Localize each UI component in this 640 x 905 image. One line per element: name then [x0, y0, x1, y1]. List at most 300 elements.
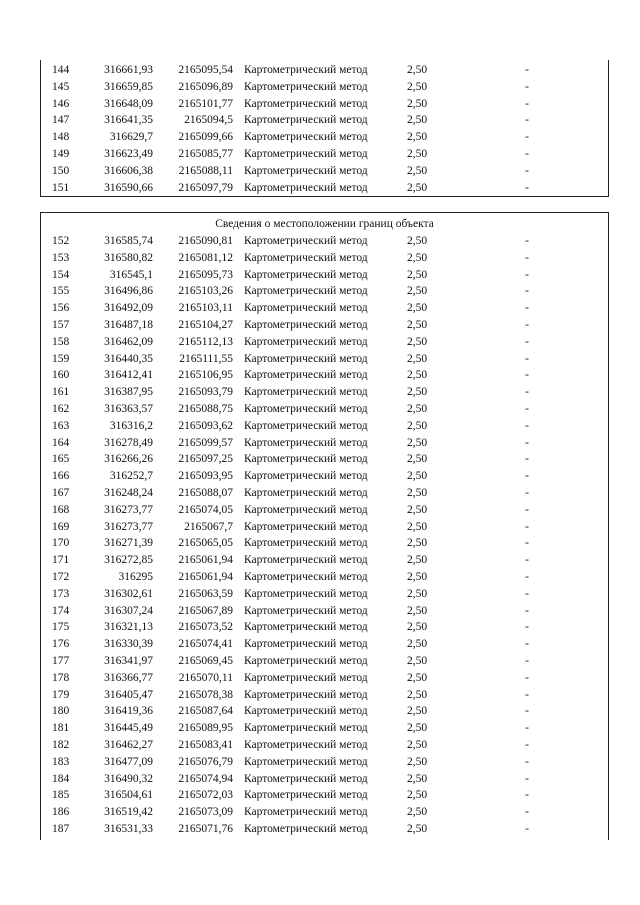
accuracy-cell: 2,50: [407, 453, 428, 466]
x-coordinate-cell: 316273,77: [104, 503, 153, 516]
description-cell: -: [525, 671, 529, 684]
x-coordinate-cell: 316462,27: [104, 738, 153, 751]
description-cell: -: [525, 570, 529, 583]
method-cell: Картометрический метод: [244, 97, 368, 110]
accuracy-cell: 2,50: [407, 114, 428, 127]
table-row: [41, 670, 608, 687]
table-row: [41, 351, 608, 368]
method-cell: Картометрический метод: [244, 164, 368, 177]
table-row: [41, 771, 608, 788]
point-number-cell: 177: [52, 654, 70, 667]
table-row: [41, 62, 608, 79]
y-coordinate-cell: 2165061,94: [178, 570, 233, 583]
table-row: [41, 163, 608, 180]
table-row: [41, 720, 608, 737]
table-row: [41, 233, 608, 250]
x-coordinate-cell: 316363,57: [104, 402, 153, 415]
point-number-cell: 150: [52, 164, 70, 177]
y-coordinate-cell: 2165094,5: [184, 114, 233, 127]
y-coordinate-cell: 2165074,94: [178, 772, 233, 785]
point-number-cell: 156: [52, 302, 70, 315]
point-number-cell: 170: [52, 537, 70, 550]
description-cell: -: [525, 738, 529, 751]
description-cell: -: [525, 486, 529, 499]
description-cell: -: [525, 755, 529, 768]
method-cell: Картометрический метод: [244, 470, 368, 483]
method-cell: Картометрический метод: [244, 772, 368, 785]
table-rows: [41, 62, 608, 196]
y-coordinate-cell: 2165095,73: [178, 268, 233, 281]
x-coordinate-cell: 316445,49: [104, 722, 153, 735]
method-cell: Картометрический метод: [244, 114, 368, 127]
y-coordinate-cell: 2165112,13: [178, 335, 233, 348]
accuracy-cell: 2,50: [407, 181, 428, 194]
point-number-cell: 185: [52, 789, 70, 802]
x-coordinate-cell: 316252,7: [109, 470, 153, 483]
point-number-cell: 144: [52, 64, 70, 76]
y-coordinate-cell: 2165074,05: [178, 503, 233, 516]
point-number-cell: 149: [52, 147, 70, 160]
y-coordinate-cell: 2165106,95: [178, 369, 233, 382]
method-cell: Картометрический метод: [244, 285, 368, 298]
description-cell: -: [525, 806, 529, 819]
x-coordinate-cell: 316248,24: [104, 486, 153, 499]
accuracy-cell: 2,50: [407, 369, 428, 382]
y-coordinate-cell: 2165070,11: [178, 671, 233, 684]
table-row: [41, 519, 608, 536]
description-cell: -: [525, 114, 529, 127]
y-coordinate-cell: 2165088,11: [178, 164, 233, 177]
accuracy-cell: 2,50: [407, 503, 428, 516]
y-coordinate-cell: 2165072,03: [178, 789, 233, 802]
x-coordinate-cell: 316272,85: [104, 554, 153, 567]
description-cell: -: [525, 587, 529, 600]
accuracy-cell: 2,50: [407, 537, 428, 550]
y-coordinate-cell: 2165063,59: [178, 587, 233, 600]
point-number-cell: 154: [52, 268, 70, 281]
x-coordinate-cell: 316492,09: [104, 302, 153, 315]
method-cell: Картометрический метод: [244, 181, 368, 194]
y-coordinate-cell: 2165093,62: [178, 419, 233, 432]
y-coordinate-cell: 2165067,7: [184, 520, 233, 533]
y-coordinate-cell: 2165093,79: [178, 386, 233, 399]
method-cell: Картометрический метод: [244, 587, 368, 600]
table-row: [41, 619, 608, 636]
x-coordinate-cell: 316659,85: [104, 80, 153, 93]
point-number-cell: 153: [52, 251, 70, 264]
table-row: [41, 384, 608, 401]
table-row: [41, 569, 608, 586]
x-coordinate-cell: 316490,32: [104, 772, 153, 785]
accuracy-cell: 2,50: [407, 638, 428, 651]
y-coordinate-cell: 2165104,27: [178, 318, 233, 331]
description-cell: -: [525, 688, 529, 701]
description-cell: -: [525, 352, 529, 365]
accuracy-cell: 2,50: [407, 268, 428, 281]
point-number-cell: 178: [52, 671, 70, 684]
table-row: [41, 112, 608, 129]
point-number-cell: 187: [52, 822, 70, 835]
method-cell: Картометрический метод: [244, 147, 368, 160]
method-cell: Картометрический метод: [244, 671, 368, 684]
point-number-cell: 159: [52, 352, 70, 365]
method-cell: Картометрический метод: [244, 402, 368, 415]
description-cell: -: [525, 97, 529, 110]
table-row: [41, 180, 608, 197]
x-coordinate-cell: 316412,41: [104, 369, 153, 382]
accuracy-cell: 2,50: [407, 97, 428, 110]
point-number-cell: 173: [52, 587, 70, 600]
x-coordinate-cell: 316316,2: [109, 419, 153, 432]
y-coordinate-cell: 2165099,66: [178, 131, 233, 144]
description-cell: -: [525, 181, 529, 194]
accuracy-cell: 2,50: [407, 302, 428, 315]
method-cell: Картометрический метод: [244, 705, 368, 718]
x-coordinate-cell: 316273,77: [104, 520, 153, 533]
point-number-cell: 152: [52, 235, 70, 247]
description-cell: -: [525, 705, 529, 718]
description-cell: -: [525, 335, 529, 348]
point-number-cell: 146: [52, 97, 70, 110]
table-row: [41, 435, 608, 452]
accuracy-cell: 2,50: [407, 436, 428, 449]
point-number-cell: 169: [52, 520, 70, 533]
y-coordinate-cell: 2165067,89: [178, 604, 233, 617]
point-number-cell: 183: [52, 755, 70, 768]
table-row: [41, 250, 608, 267]
method-cell: Картометрический метод: [244, 822, 368, 835]
accuracy-cell: 2,50: [407, 285, 428, 298]
point-number-cell: 184: [52, 772, 70, 785]
table-row: [41, 267, 608, 284]
x-coordinate-cell: 316278,49: [104, 436, 153, 449]
x-coordinate-cell: 316405,47: [104, 688, 153, 701]
description-cell: -: [525, 503, 529, 516]
description-cell: -: [525, 369, 529, 382]
description-cell: -: [525, 722, 529, 735]
y-coordinate-cell: 2165095,54: [178, 64, 233, 76]
accuracy-cell: 2,50: [407, 251, 428, 264]
x-coordinate-cell: 316307,24: [104, 604, 153, 617]
accuracy-cell: 2,50: [407, 621, 428, 634]
point-number-cell: 155: [52, 285, 70, 298]
x-coordinate-cell: 316531,33: [104, 822, 153, 835]
x-coordinate-cell: 316419,36: [104, 705, 153, 718]
table-continuation-block: [40, 60, 609, 197]
description-cell: -: [525, 235, 529, 247]
x-coordinate-cell: 316519,42: [104, 806, 153, 819]
accuracy-cell: 2,50: [407, 64, 428, 76]
table-row: [41, 535, 608, 552]
table-row: [41, 300, 608, 317]
x-coordinate-cell: 316271,39: [104, 537, 153, 550]
method-cell: Картометрический метод: [244, 604, 368, 617]
accuracy-cell: 2,50: [407, 806, 428, 819]
point-number-cell: 172: [52, 570, 70, 583]
y-coordinate-cell: 2165111,55: [179, 352, 233, 365]
x-coordinate-cell: 316387,95: [104, 386, 153, 399]
method-cell: Картометрический метод: [244, 570, 368, 583]
point-number-cell: 147: [52, 114, 70, 127]
y-coordinate-cell: 2165089,95: [178, 722, 233, 735]
description-cell: -: [525, 147, 529, 160]
accuracy-cell: 2,50: [407, 587, 428, 600]
y-coordinate-cell: 2165078,38: [178, 688, 233, 701]
method-cell: Картометрический метод: [244, 386, 368, 399]
table-row: [41, 129, 608, 146]
accuracy-cell: 2,50: [407, 705, 428, 718]
description-cell: -: [525, 822, 529, 835]
y-coordinate-cell: 2165101,77: [178, 97, 233, 110]
description-cell: -: [525, 789, 529, 802]
method-cell: Картометрический метод: [244, 235, 368, 247]
x-coordinate-cell: 316477,09: [104, 755, 153, 768]
point-number-cell: 182: [52, 738, 70, 751]
point-number-cell: 174: [52, 604, 70, 617]
accuracy-cell: 2,50: [407, 147, 428, 160]
y-coordinate-cell: 2165085,77: [178, 147, 233, 160]
x-coordinate-cell: 316629,7: [109, 131, 153, 144]
method-cell: Картометрический метод: [244, 64, 368, 76]
table-row: [41, 401, 608, 418]
x-coordinate-cell: 316648,09: [104, 97, 153, 110]
method-cell: Картометрический метод: [244, 436, 368, 449]
y-coordinate-cell: 2165097,79: [178, 181, 233, 194]
description-cell: -: [525, 268, 529, 281]
y-coordinate-cell: 2165097,25: [178, 453, 233, 466]
point-number-cell: 167: [52, 486, 70, 499]
point-number-cell: 162: [52, 402, 70, 415]
description-cell: -: [525, 164, 529, 177]
accuracy-cell: 2,50: [407, 164, 428, 177]
table-row: [41, 146, 608, 163]
description-cell: -: [525, 520, 529, 533]
point-number-cell: 151: [52, 181, 70, 194]
description-cell: -: [525, 402, 529, 415]
x-coordinate-cell: 316641,35: [104, 114, 153, 127]
table-row: [41, 552, 608, 569]
method-cell: Картометрический метод: [244, 554, 368, 567]
method-cell: Картометрический метод: [244, 806, 368, 819]
point-number-cell: 176: [52, 638, 70, 651]
method-cell: Картометрический метод: [244, 453, 368, 466]
point-number-cell: 179: [52, 688, 70, 701]
y-coordinate-cell: 2165103,26: [178, 285, 233, 298]
accuracy-cell: 2,50: [407, 654, 428, 667]
point-number-cell: 166: [52, 470, 70, 483]
method-cell: Картометрический метод: [244, 654, 368, 667]
x-coordinate-cell: 316462,09: [104, 335, 153, 348]
accuracy-cell: 2,50: [407, 722, 428, 735]
accuracy-cell: 2,50: [407, 486, 428, 499]
point-number-cell: 165: [52, 453, 70, 466]
point-number-cell: 168: [52, 503, 70, 516]
method-cell: Картометрический метод: [244, 503, 368, 516]
accuracy-cell: 2,50: [407, 131, 428, 144]
description-cell: -: [525, 318, 529, 331]
method-cell: Картометрический метод: [244, 638, 368, 651]
accuracy-cell: 2,50: [407, 235, 428, 247]
x-coordinate-cell: 316661,93: [104, 64, 153, 76]
accuracy-cell: 2,50: [407, 335, 428, 348]
point-number-cell: 148: [52, 131, 70, 144]
accuracy-cell: 2,50: [407, 738, 428, 751]
method-cell: Картометрический метод: [244, 131, 368, 144]
table-row: [41, 485, 608, 502]
table-row: [41, 804, 608, 821]
method-cell: Картометрический метод: [244, 621, 368, 634]
accuracy-cell: 2,50: [407, 671, 428, 684]
table-row: [41, 703, 608, 720]
table-row: [41, 96, 608, 113]
method-cell: Картометрический метод: [244, 268, 368, 281]
x-coordinate-cell: 316504,61: [104, 789, 153, 802]
y-coordinate-cell: 2165074,41: [178, 638, 233, 651]
point-number-cell: 181: [52, 722, 70, 735]
method-cell: Картометрический метод: [244, 755, 368, 768]
description-cell: -: [525, 554, 529, 567]
description-cell: -: [525, 621, 529, 634]
point-number-cell: 163: [52, 419, 70, 432]
description-cell: -: [525, 64, 529, 76]
x-coordinate-cell: 316590,66: [104, 181, 153, 194]
point-number-cell: 180: [52, 705, 70, 718]
table-row: [41, 79, 608, 96]
method-cell: Картометрический метод: [244, 369, 368, 382]
accuracy-cell: 2,50: [407, 789, 428, 802]
method-cell: Картометрический метод: [244, 738, 368, 751]
table-row: [41, 603, 608, 620]
accuracy-cell: 2,50: [407, 470, 428, 483]
table-row: [41, 737, 608, 754]
section-title: Сведения о местоположении границ объекта: [215, 218, 434, 230]
accuracy-cell: 2,50: [407, 402, 428, 415]
description-cell: -: [525, 251, 529, 264]
description-cell: -: [525, 537, 529, 550]
table-row: [41, 317, 608, 334]
description-cell: -: [525, 470, 529, 483]
method-cell: Картометрический метод: [244, 251, 368, 264]
y-coordinate-cell: 2165088,07: [178, 486, 233, 499]
x-coordinate-cell: 316580,82: [104, 251, 153, 264]
table-row: [41, 283, 608, 300]
x-coordinate-cell: 316302,61: [104, 587, 153, 600]
description-cell: -: [525, 419, 529, 432]
description-cell: -: [525, 604, 529, 617]
description-cell: -: [525, 772, 529, 785]
method-cell: Картометрический метод: [244, 789, 368, 802]
y-coordinate-cell: 2165069,45: [178, 654, 233, 667]
x-coordinate-cell: 316585,74: [104, 235, 153, 247]
table-row: [41, 468, 608, 485]
accuracy-cell: 2,50: [407, 352, 428, 365]
table-rows: [41, 233, 608, 838]
point-number-cell: 161: [52, 386, 70, 399]
x-coordinate-cell: 316623,49: [104, 147, 153, 160]
method-cell: Картометрический метод: [244, 722, 368, 735]
point-number-cell: 164: [52, 436, 70, 449]
x-coordinate-cell: 316440,35: [104, 352, 153, 365]
x-coordinate-cell: 316330,39: [104, 638, 153, 651]
y-coordinate-cell: 2165071,76: [178, 822, 233, 835]
point-number-cell: 175: [52, 621, 70, 634]
y-coordinate-cell: 2165061,94: [178, 554, 233, 567]
table-row: [41, 821, 608, 838]
x-coordinate-cell: 316321,13: [104, 621, 153, 634]
table-row: [41, 653, 608, 670]
description-cell: -: [525, 131, 529, 144]
y-coordinate-cell: 2165083,41: [178, 738, 233, 751]
y-coordinate-cell: 2165073,09: [178, 806, 233, 819]
description-cell: -: [525, 638, 529, 651]
method-cell: Картометрический метод: [244, 688, 368, 701]
method-cell: Картометрический метод: [244, 352, 368, 365]
method-cell: Картометрический метод: [244, 537, 368, 550]
accuracy-cell: 2,50: [407, 554, 428, 567]
y-coordinate-cell: 2165087,64: [178, 705, 233, 718]
description-cell: -: [525, 453, 529, 466]
x-coordinate-cell: 316545,1: [109, 268, 153, 281]
table-row: [41, 367, 608, 384]
table-row: [41, 451, 608, 468]
point-number-cell: 157: [52, 318, 70, 331]
y-coordinate-cell: 2165096,89: [178, 80, 233, 93]
point-number-cell: 158: [52, 335, 70, 348]
accuracy-cell: 2,50: [407, 419, 428, 432]
x-coordinate-cell: 316295: [118, 570, 153, 583]
method-cell: Картометрический метод: [244, 318, 368, 331]
accuracy-cell: 2,50: [407, 604, 428, 617]
y-coordinate-cell: 2165065,05: [178, 537, 233, 550]
accuracy-cell: 2,50: [407, 570, 428, 583]
accuracy-cell: 2,50: [407, 822, 428, 835]
table-row: [41, 418, 608, 435]
table-row: [41, 636, 608, 653]
method-cell: Картометрический метод: [244, 80, 368, 93]
y-coordinate-cell: 2165090,81: [178, 235, 233, 247]
table-section-block: [40, 212, 609, 840]
accuracy-cell: 2,50: [407, 386, 428, 399]
method-cell: Картометрический метод: [244, 486, 368, 499]
description-cell: -: [525, 436, 529, 449]
x-coordinate-cell: 316341,97: [104, 654, 153, 667]
accuracy-cell: 2,50: [407, 772, 428, 785]
y-coordinate-cell: 2165103,11: [178, 302, 233, 315]
description-cell: -: [525, 302, 529, 315]
table-row: [41, 586, 608, 603]
table-row: [41, 502, 608, 519]
table-row: [41, 754, 608, 771]
table-row: [41, 787, 608, 804]
description-cell: -: [525, 654, 529, 667]
x-coordinate-cell: 316496,86: [104, 285, 153, 298]
x-coordinate-cell: 316266,26: [104, 453, 153, 466]
y-coordinate-cell: 2165073,52: [178, 621, 233, 634]
method-cell: Картометрический метод: [244, 335, 368, 348]
accuracy-cell: 2,50: [407, 318, 428, 331]
table-row: [41, 334, 608, 351]
y-coordinate-cell: 2165088,75: [178, 402, 233, 415]
method-cell: Картометрический метод: [244, 520, 368, 533]
x-coordinate-cell: 316606,38: [104, 164, 153, 177]
method-cell: Картометрический метод: [244, 302, 368, 315]
y-coordinate-cell: 2165093,95: [178, 470, 233, 483]
method-cell: Картометрический метод: [244, 419, 368, 432]
point-number-cell: 145: [52, 80, 70, 93]
x-coordinate-cell: 316487,18: [104, 318, 153, 331]
point-number-cell: 186: [52, 806, 70, 819]
table-row: [41, 687, 608, 704]
